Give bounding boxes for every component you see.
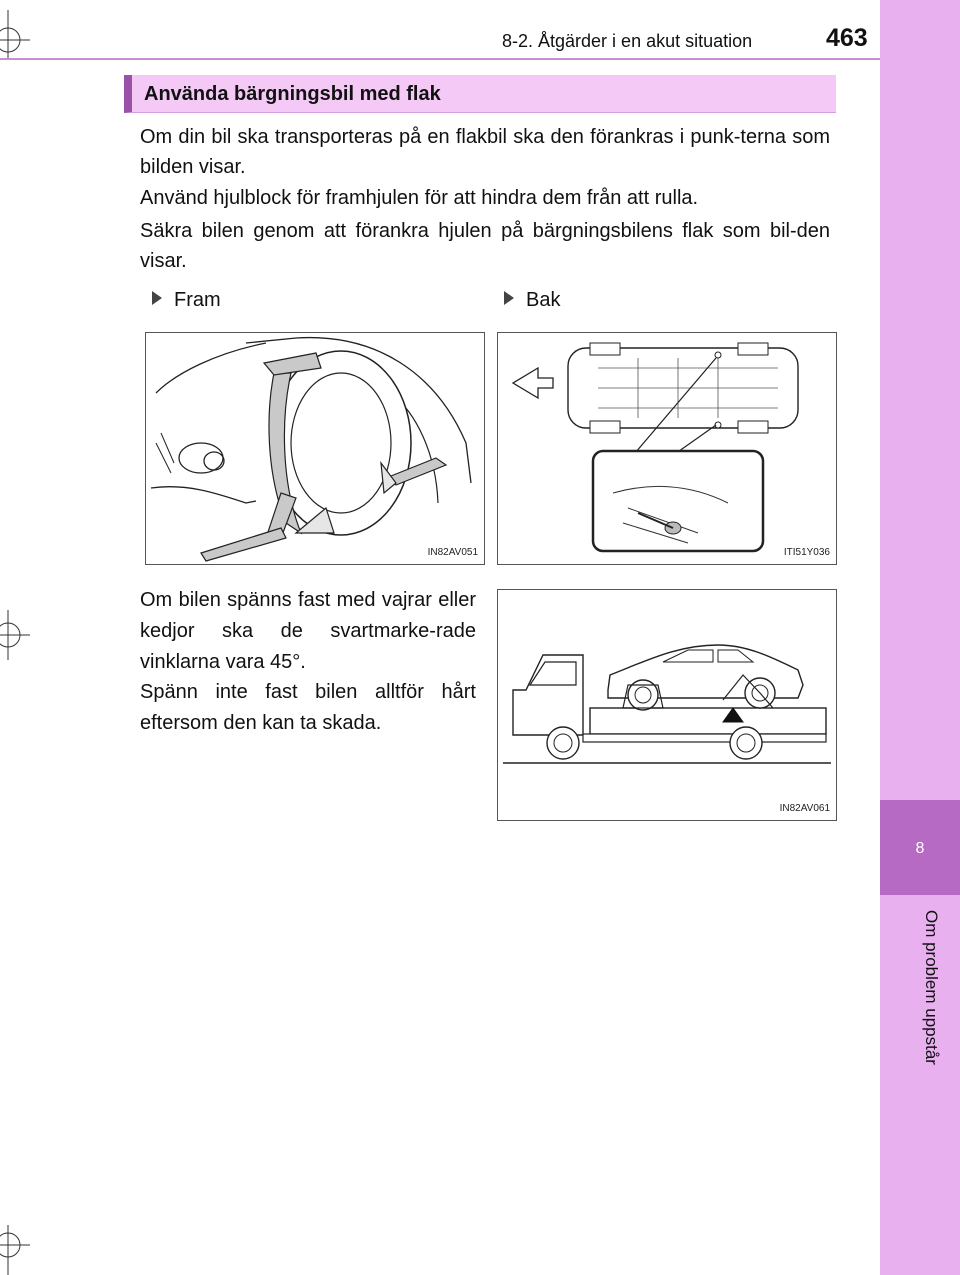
paragraph-wheel-blocks: Använd hjulblock för framhjulen för att hindra dem från att rulla.: [140, 187, 699, 209]
registration-mark-mid-left: [0, 610, 30, 660]
rear-label-text: Bak: [526, 289, 561, 311]
front-wheel-figure: [145, 332, 485, 565]
registration-mark-bottom-left: [0, 1225, 30, 1275]
flatbed-truck-illustration: [498, 590, 836, 820]
front-wheel-illustration: [146, 333, 484, 564]
rear-undercarriage-figure: [497, 332, 837, 565]
header-divider: [0, 58, 880, 60]
figure-code-truck: IN82AV061: [779, 803, 830, 814]
figure-code-rear: ITI51Y036: [783, 547, 830, 558]
figure-code-front: IN82AV051: [427, 547, 478, 558]
rear-undercarriage-illustration: [498, 333, 836, 564]
breadcrumb: 8-2. Åtgärder i en akut situation: [502, 31, 753, 51]
front-label-text: Fram: [174, 289, 221, 311]
chapter-number: 8: [915, 840, 925, 857]
registration-mark-top-left: [0, 10, 30, 60]
section-title: Använda bärgningsbil med flak: [144, 83, 441, 105]
section-heading: [124, 75, 836, 113]
bullet-triangle-icon: [152, 291, 162, 305]
paragraph-transport: Om din bil ska transporteras på en flakbil ska den förankras i punk-terna som bilden visar.: [140, 126, 830, 178]
rear-label: [504, 289, 560, 312]
chapter-side-tab: [880, 0, 960, 1275]
flatbed-truck-figure: [497, 589, 837, 821]
paragraph-tension-note: Spänn inte fast bilen alltför hårt eftersom den kan ta skada.: [140, 681, 476, 734]
bullet-triangle-icon: [504, 291, 514, 305]
paragraph-secure-wheels: Säkra bilen genom att förankra hjulen på bärgningsbilens flak som bil-den visar.: [140, 220, 830, 272]
front-label: [152, 289, 221, 312]
page-number: 463: [826, 24, 868, 52]
chapter-title: Om problem uppstår: [922, 910, 941, 1065]
paragraph-angle-note: Om bilen spänns fast med vajrar eller kedjor ska de svartmarke-rade vinklarna vara 45°.: [140, 589, 476, 673]
